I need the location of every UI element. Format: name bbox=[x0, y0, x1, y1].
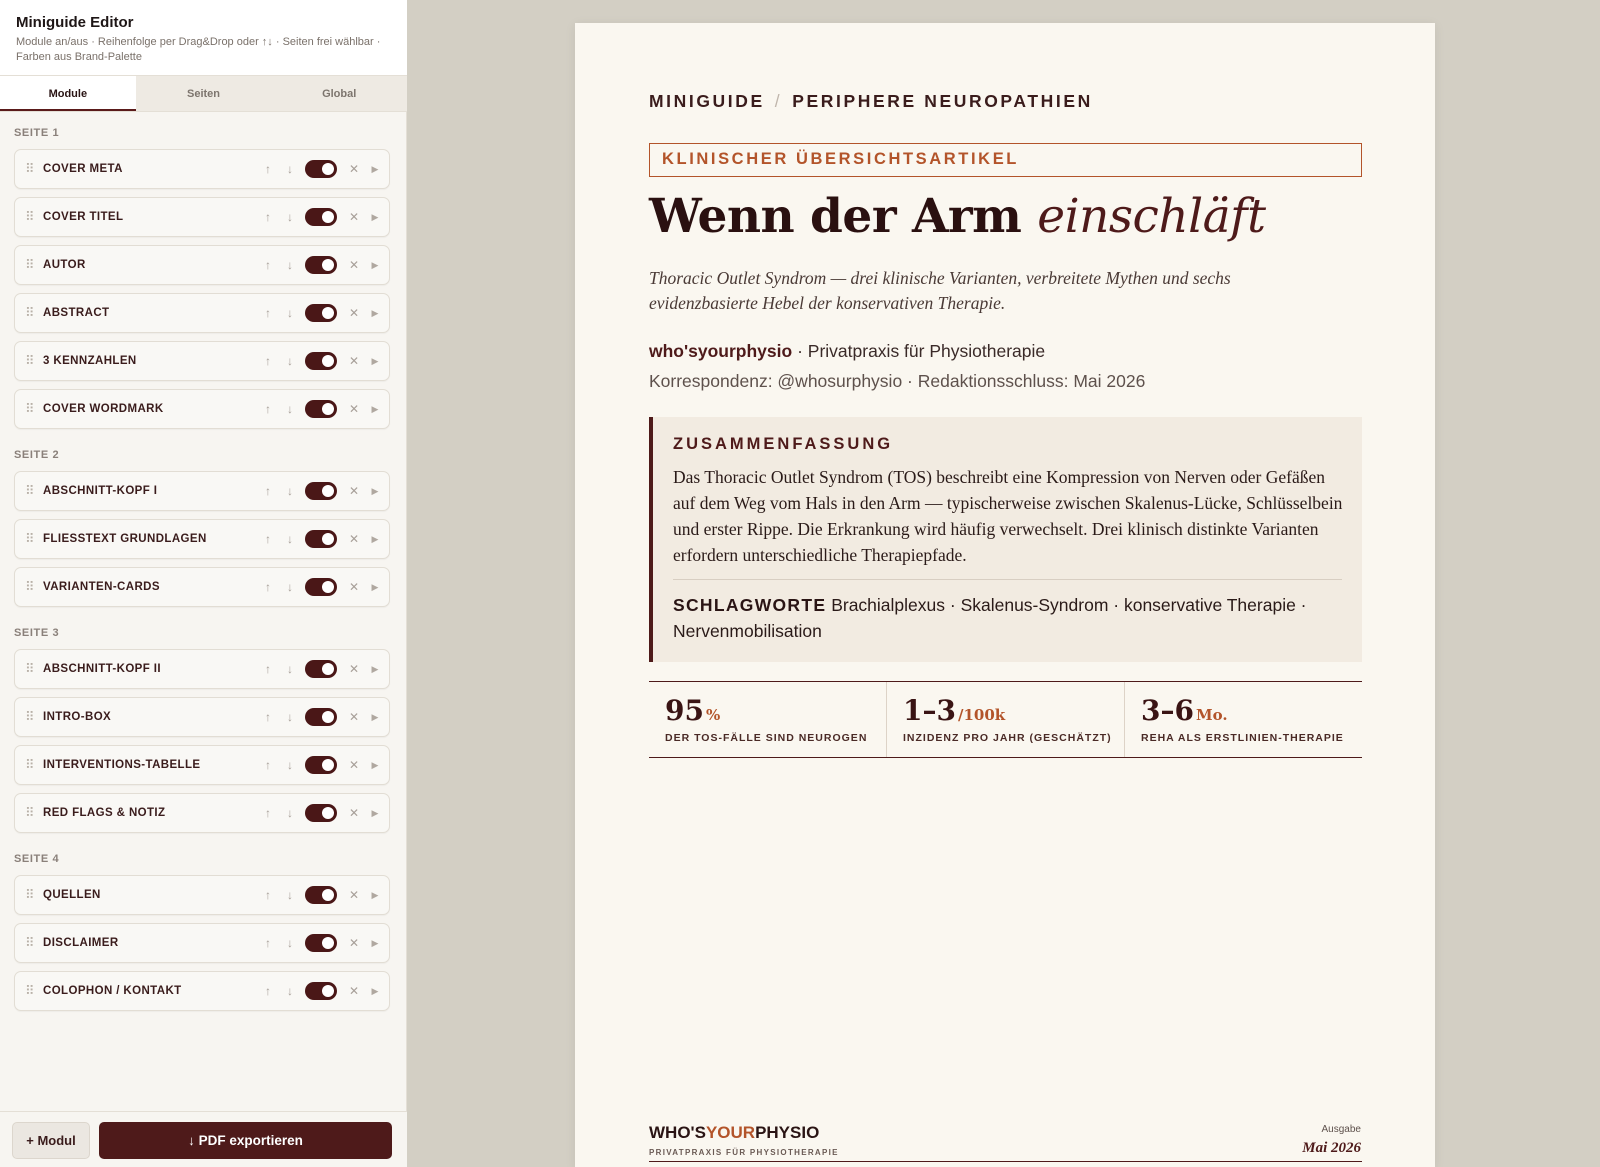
key-figures bbox=[649, 681, 1362, 758]
play-icon[interactable]: ▶ bbox=[371, 259, 379, 270]
module-label: FLIESSTEXT GRUNDLAGEN bbox=[43, 533, 207, 545]
key-figure-label: DER TOS-FÄLLE SIND NEUROGEN bbox=[665, 732, 868, 744]
arrow-up-icon[interactable]: ↑ bbox=[265, 162, 271, 176]
module-row[interactable] bbox=[14, 745, 390, 785]
play-icon[interactable]: ▶ bbox=[371, 759, 379, 770]
drag-handle-icon[interactable]: ⠿ bbox=[25, 531, 34, 546]
arrow-down-icon[interactable]: ↓ bbox=[287, 888, 293, 902]
arrow-down-icon[interactable]: ↓ bbox=[287, 306, 293, 320]
wordmark-part: PHYSIO bbox=[755, 1123, 820, 1142]
arrow-down-icon[interactable]: ↓ bbox=[287, 710, 293, 724]
close-icon[interactable]: ✕ bbox=[348, 210, 360, 224]
close-icon[interactable]: ✕ bbox=[348, 532, 360, 546]
arrow-up-icon[interactable]: ↑ bbox=[265, 984, 271, 998]
article-headline bbox=[649, 189, 1265, 244]
module-label: DISCLAIMER bbox=[43, 937, 119, 949]
close-icon[interactable]: ✕ bbox=[348, 484, 360, 498]
module-row[interactable] bbox=[14, 649, 390, 689]
summary-divider bbox=[673, 579, 1342, 580]
arrow-up-icon[interactable]: ↑ bbox=[265, 936, 271, 950]
tab-seiten[interactable]: Seiten bbox=[187, 88, 221, 100]
key-figure-unit: /100k bbox=[957, 706, 1006, 724]
drag-handle-icon[interactable]: ⠿ bbox=[25, 661, 34, 676]
key-figure-label: INZIDENZ PRO JAHR (GESCHÄTZT) bbox=[903, 732, 1112, 744]
module-toggle[interactable] bbox=[305, 934, 337, 952]
module-toggle[interactable] bbox=[305, 530, 337, 548]
close-icon[interactable]: ✕ bbox=[348, 936, 360, 950]
module-toggle[interactable] bbox=[305, 352, 337, 370]
play-icon[interactable]: ▶ bbox=[371, 937, 379, 948]
headline-main: Wenn der Arm bbox=[649, 189, 1022, 244]
drag-handle-icon[interactable]: ⠿ bbox=[25, 983, 34, 998]
arrow-down-icon[interactable]: ↓ bbox=[287, 806, 293, 820]
arrow-down-icon[interactable]: ↓ bbox=[287, 662, 293, 676]
editor-title: Miniguide Editor bbox=[16, 14, 134, 31]
close-icon[interactable]: ✕ bbox=[348, 888, 360, 902]
drag-handle-icon[interactable]: ⠿ bbox=[25, 257, 34, 272]
drag-handle-icon[interactable]: ⠿ bbox=[25, 709, 34, 724]
play-icon[interactable]: ▶ bbox=[371, 211, 379, 222]
tab-module[interactable]: Module bbox=[0, 76, 136, 111]
key-figure bbox=[649, 682, 887, 757]
module-row[interactable] bbox=[14, 793, 390, 833]
brand-tagline: PRIVATPRAXIS FÜR PHYSIOTHERAPIE bbox=[649, 1148, 839, 1157]
editor-footer bbox=[0, 1111, 407, 1167]
keywords-line bbox=[673, 592, 1343, 644]
play-icon[interactable]: ▶ bbox=[371, 163, 379, 174]
editor-tabs bbox=[0, 75, 407, 112]
drag-handle-icon[interactable]: ⠿ bbox=[25, 353, 34, 368]
module-label: COVER TITEL bbox=[43, 211, 124, 223]
play-icon[interactable]: ▶ bbox=[371, 711, 379, 722]
close-icon[interactable]: ✕ bbox=[348, 354, 360, 368]
module-label: VARIANTEN-CARDS bbox=[43, 581, 160, 593]
drag-handle-icon[interactable]: ⠿ bbox=[25, 483, 34, 498]
footer-divider bbox=[649, 1161, 1362, 1162]
play-icon[interactable]: ▶ bbox=[371, 355, 379, 366]
drag-handle-icon[interactable]: ⠿ bbox=[25, 805, 34, 820]
drag-handle-icon[interactable]: ⠿ bbox=[25, 209, 34, 224]
arrow-up-icon[interactable]: ↑ bbox=[265, 758, 271, 772]
arrow-down-icon[interactable]: ↓ bbox=[287, 162, 293, 176]
module-label: QUELLEN bbox=[43, 889, 101, 901]
module-row[interactable] bbox=[14, 567, 390, 607]
editor-sidebar bbox=[0, 0, 407, 1167]
play-icon[interactable]: ▶ bbox=[371, 985, 379, 996]
drag-handle-icon[interactable]: ⠿ bbox=[25, 757, 34, 772]
edition-date: Mai 2026 bbox=[1302, 1140, 1361, 1156]
module-label: ABSCHNITT-KOPF I bbox=[43, 485, 158, 497]
close-icon[interactable]: ✕ bbox=[348, 402, 360, 416]
author-line bbox=[649, 341, 1045, 362]
module-label: INTRO-BOX bbox=[43, 711, 112, 723]
section-label: SEITE 2 bbox=[14, 449, 60, 461]
play-icon[interactable]: ▶ bbox=[371, 307, 379, 318]
drag-handle-icon[interactable]: ⠿ bbox=[25, 401, 34, 416]
author-description: · Privatpraxis für Physiotherapie bbox=[797, 341, 1046, 361]
module-row[interactable] bbox=[14, 697, 390, 737]
key-figure-unit: % bbox=[705, 706, 721, 724]
arrow-up-icon[interactable]: ↑ bbox=[265, 210, 271, 224]
close-icon[interactable]: ✕ bbox=[348, 758, 360, 772]
arrow-up-icon[interactable]: ↑ bbox=[265, 710, 271, 724]
play-icon[interactable]: ▶ bbox=[371, 533, 379, 544]
close-icon[interactable]: ✕ bbox=[348, 306, 360, 320]
summary-box bbox=[649, 417, 1362, 662]
arrow-up-icon[interactable]: ↑ bbox=[265, 484, 271, 498]
module-label: INTERVENTIONS-TABELLE bbox=[43, 759, 201, 771]
module-toggle[interactable] bbox=[305, 304, 337, 322]
summary-text: Das Thoracic Outlet Syndrom (TOS) beschreibt eine Kompression von Nerven oder Gefäßen auf dem Weg vom Hals in den Arm — typischerweise zwischen Skalenus-Lücke, Schlüsselbein und erster Rippe. Die Erkrankung wird häufig verwechselt. Drei klinisch distinkte Varianten erfordern unterschiedliche Therapiepfade. bbox=[673, 467, 1343, 565]
key-figure-number: 1–3 bbox=[903, 694, 956, 727]
tab-global[interactable]: Global bbox=[322, 88, 357, 100]
close-icon[interactable]: ✕ bbox=[348, 984, 360, 998]
module-label: RED FLAGS & NOTIZ bbox=[43, 807, 166, 819]
arrow-down-icon[interactable]: ↓ bbox=[287, 984, 293, 998]
arrow-up-icon[interactable]: ↑ bbox=[265, 580, 271, 594]
section-label: SEITE 4 bbox=[14, 853, 60, 865]
section-label: SEITE 1 bbox=[14, 127, 60, 139]
close-icon[interactable]: ✕ bbox=[348, 710, 360, 724]
module-row[interactable] bbox=[14, 875, 390, 915]
drag-handle-icon[interactable]: ⠿ bbox=[25, 305, 34, 320]
key-figure-number: 3–6 bbox=[1141, 694, 1194, 727]
edition-label: Ausgabe bbox=[1321, 1124, 1361, 1135]
module-row[interactable] bbox=[14, 923, 390, 963]
arrow-up-icon[interactable]: ↑ bbox=[265, 888, 271, 902]
arrow-up-icon[interactable]: ↑ bbox=[265, 402, 271, 416]
module-row[interactable] bbox=[14, 471, 390, 511]
play-icon[interactable]: ▶ bbox=[371, 485, 379, 496]
module-label: ABSCHNITT-KOPF II bbox=[43, 663, 161, 675]
arrow-up-icon[interactable]: ↑ bbox=[265, 532, 271, 546]
keywords-list: Brachialplexus · Skalenus-Syndrom · konservative Therapie · Nervenmobilisation bbox=[673, 595, 1307, 641]
module-row[interactable] bbox=[14, 197, 390, 237]
breadcrumb bbox=[649, 91, 1093, 112]
close-icon[interactable]: ✕ bbox=[348, 662, 360, 676]
correspondence-line: Korrespondenz: @whosurphysio · Redaktionsschluss: Mai 2026 bbox=[649, 371, 1146, 391]
play-icon[interactable]: ▶ bbox=[371, 581, 379, 592]
module-toggle[interactable] bbox=[305, 400, 337, 418]
breadcrumb-topic: PERIPHERE NEUROPATHIEN bbox=[792, 91, 1093, 111]
arrow-down-icon[interactable]: ↓ bbox=[287, 210, 293, 224]
module-toggle[interactable] bbox=[305, 886, 337, 904]
module-row[interactable] bbox=[14, 971, 390, 1011]
arrow-down-icon[interactable]: ↓ bbox=[287, 532, 293, 546]
arrow-down-icon[interactable]: ↓ bbox=[287, 354, 293, 368]
add-module-button[interactable]: + Modul bbox=[12, 1122, 90, 1159]
module-label: AUTOR bbox=[43, 259, 86, 271]
module-toggle[interactable] bbox=[305, 208, 337, 226]
drag-handle-icon[interactable]: ⠿ bbox=[25, 887, 34, 902]
wordmark-highlight: YOUR bbox=[705, 1123, 756, 1142]
headline-emphasis: einschläft bbox=[1037, 189, 1266, 244]
play-icon[interactable]: ▶ bbox=[371, 889, 379, 900]
module-label: COVER WORDMARK bbox=[43, 403, 164, 415]
key-figure-label: REHA ALS ERSTLINIEN-THERAPIE bbox=[1141, 732, 1344, 744]
author-name: who'syourphysio bbox=[649, 341, 793, 361]
module-label: 3 KENNZAHLEN bbox=[43, 355, 137, 367]
keywords-label: SCHLAGWORTE bbox=[673, 595, 827, 615]
drag-handle-icon[interactable]: ⠿ bbox=[25, 161, 34, 176]
key-figure-value bbox=[1141, 694, 1362, 727]
document-page bbox=[575, 23, 1435, 1167]
editor-header bbox=[0, 0, 407, 75]
section-label: SEITE 3 bbox=[14, 627, 60, 639]
module-row[interactable] bbox=[14, 245, 390, 285]
module-row[interactable] bbox=[14, 519, 390, 559]
close-icon[interactable]: ✕ bbox=[348, 580, 360, 594]
arrow-up-icon[interactable]: ↑ bbox=[265, 258, 271, 272]
module-toggle[interactable] bbox=[305, 756, 337, 774]
module-toggle[interactable] bbox=[305, 160, 337, 178]
module-toggle[interactable] bbox=[305, 660, 337, 678]
editor-subtitle: Module an/aus · Reihenfolge per Drag&Drop oder ↑↓ · Seiten frei wählbar · Farben aus Brand-Palette bbox=[16, 36, 381, 63]
brand-wordmark bbox=[649, 1123, 819, 1143]
module-label: ABSTRACT bbox=[43, 307, 110, 319]
arrow-down-icon[interactable]: ↓ bbox=[287, 258, 293, 272]
wordmark-part: WHO'S bbox=[649, 1123, 706, 1142]
drag-handle-icon[interactable]: ⠿ bbox=[25, 579, 34, 594]
module-label: COVER META bbox=[43, 163, 123, 175]
drag-handle-icon[interactable]: ⠿ bbox=[25, 935, 34, 950]
arrow-down-icon[interactable]: ↓ bbox=[287, 758, 293, 772]
module-row[interactable] bbox=[14, 149, 390, 189]
article-subtitle: Thoracic Outlet Syndrom — drei klinische Varianten, verbreitete Mythen und sechs evidenzbasierte Hebel der konservativen Therapie. bbox=[649, 268, 1231, 313]
breadcrumb-series: MINIGUIDE bbox=[649, 91, 765, 111]
arrow-down-icon[interactable]: ↓ bbox=[287, 580, 293, 594]
module-label: COLOPHON / KONTAKT bbox=[43, 985, 182, 997]
play-icon[interactable]: ▶ bbox=[371, 663, 379, 674]
key-figure-value bbox=[665, 694, 886, 727]
play-icon[interactable]: ▶ bbox=[371, 403, 379, 414]
module-row[interactable] bbox=[14, 293, 390, 333]
key-figure-number: 95 bbox=[665, 694, 704, 727]
module-toggle[interactable] bbox=[305, 982, 337, 1000]
module-toggle[interactable] bbox=[305, 578, 337, 596]
breadcrumb-separator: / bbox=[774, 91, 783, 111]
module-toggle[interactable] bbox=[305, 256, 337, 274]
summary-title: ZUSAMMENFASSUNG bbox=[673, 435, 894, 453]
play-icon[interactable]: ▶ bbox=[371, 807, 379, 818]
key-figure bbox=[1125, 682, 1362, 757]
key-figure-value bbox=[903, 694, 1124, 727]
arrow-up-icon[interactable]: ↑ bbox=[265, 306, 271, 320]
arrow-down-icon[interactable]: ↓ bbox=[287, 402, 293, 416]
close-icon[interactable]: ✕ bbox=[348, 162, 360, 176]
module-toggle[interactable] bbox=[305, 482, 337, 500]
key-figure bbox=[887, 682, 1125, 757]
close-icon[interactable]: ✕ bbox=[348, 258, 360, 272]
module-toggle[interactable] bbox=[305, 708, 337, 726]
arrow-up-icon[interactable]: ↑ bbox=[265, 806, 271, 820]
arrow-down-icon[interactable]: ↓ bbox=[287, 936, 293, 950]
module-row[interactable] bbox=[14, 389, 390, 429]
module-row[interactable] bbox=[14, 341, 390, 381]
module-toggle[interactable] bbox=[305, 804, 337, 822]
close-icon[interactable]: ✕ bbox=[348, 806, 360, 820]
arrow-down-icon[interactable]: ↓ bbox=[287, 484, 293, 498]
arrow-up-icon[interactable]: ↑ bbox=[265, 354, 271, 368]
arrow-up-icon[interactable]: ↑ bbox=[265, 662, 271, 676]
export-pdf-button[interactable]: ↓ PDF exportieren bbox=[99, 1122, 392, 1159]
key-figure-unit: Mo. bbox=[1195, 706, 1228, 724]
article-kicker: KLINISCHER ÜBERSICHTSARTIKEL bbox=[649, 143, 1362, 177]
